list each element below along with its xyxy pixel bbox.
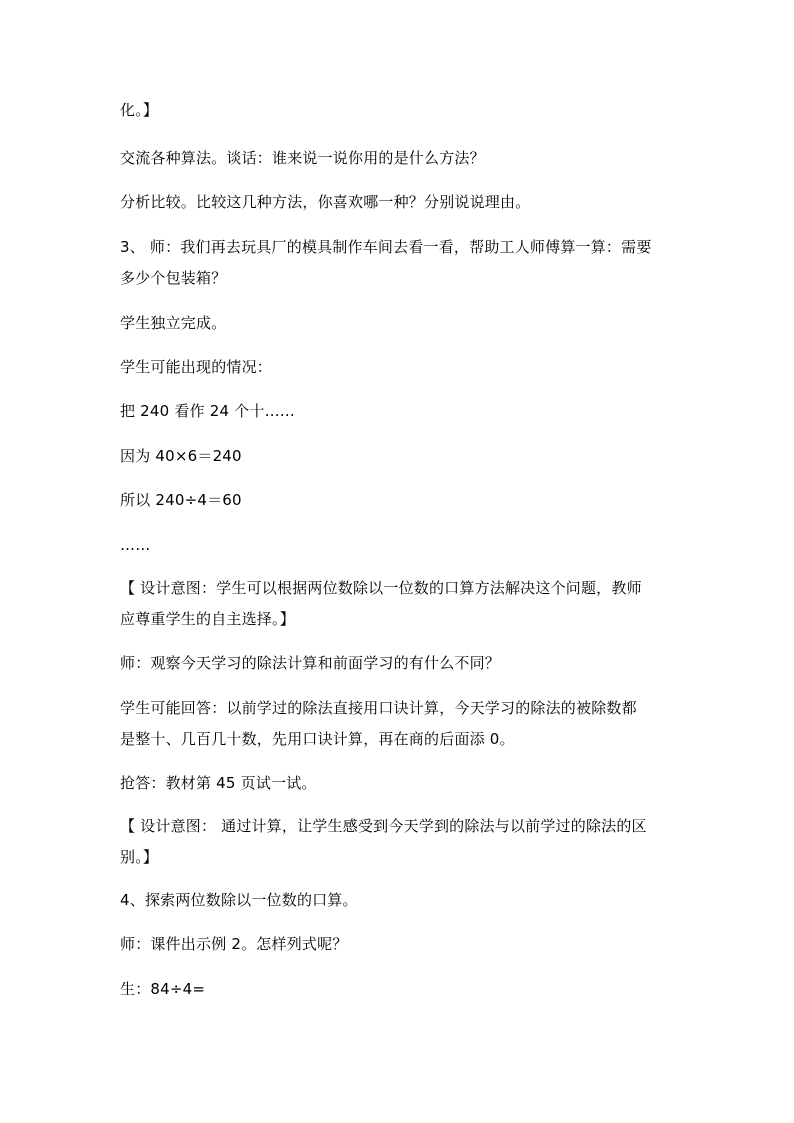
- text-line: 应尊重学生的自主选择。】: [120, 610, 295, 628]
- text-line: 交流各种算法。谈话：谁来说一说你用的是什么方法？: [120, 149, 485, 167]
- text-line: 别。】: [120, 848, 159, 866]
- text-line: 把 240 看作 24 个十……: [120, 402, 295, 420]
- text-line: 3、 师：我们再去玩具厂的模具制作车间去看一看，帮助工人师傅算一算：需要: [120, 238, 652, 256]
- text-line: 【 设计意图：学生可以根据两位数除以一位数的口算方法解决这个问题，教师: [120, 579, 642, 597]
- text-line: 抢答：教材第 45 页试一试。: [120, 774, 317, 792]
- text-line: 多少个包装箱？: [120, 269, 227, 287]
- text-line: 学生独立完成。: [120, 314, 227, 332]
- text-line: 4、探索两位数除以一位数的口算。: [120, 891, 358, 909]
- text-line: 是整十、几百几十数，先用口诀计算，再在商的后面添 0。: [120, 730, 515, 748]
- text-line: 学生可能出现的情况：: [120, 358, 273, 376]
- text-line: 生：84÷4=: [120, 980, 206, 998]
- text-line: 分析比较。比较这几种方法，你喜欢哪一种？分别说说理由。: [120, 193, 531, 211]
- text-line: 学生可能回答：以前学过的除法直接用口诀计算，今天学习的除法的被除数都: [120, 699, 637, 717]
- text-line: 【 设计意图： 通过计算，让学生感受到今天学到的除法与以前学过的除法的区: [120, 817, 647, 835]
- text-line: ……: [120, 536, 151, 554]
- text-line: 因为 40×6＝240: [120, 447, 242, 465]
- text-line: 师：观察今天学习的除法计算和前面学习的有什么不同？: [120, 654, 501, 672]
- text-line: 师：课件出示例 2。怎样列式呢？: [120, 935, 348, 953]
- text-line: 所以 240÷4＝60: [120, 491, 242, 509]
- text-line: 化。】: [120, 101, 159, 119]
